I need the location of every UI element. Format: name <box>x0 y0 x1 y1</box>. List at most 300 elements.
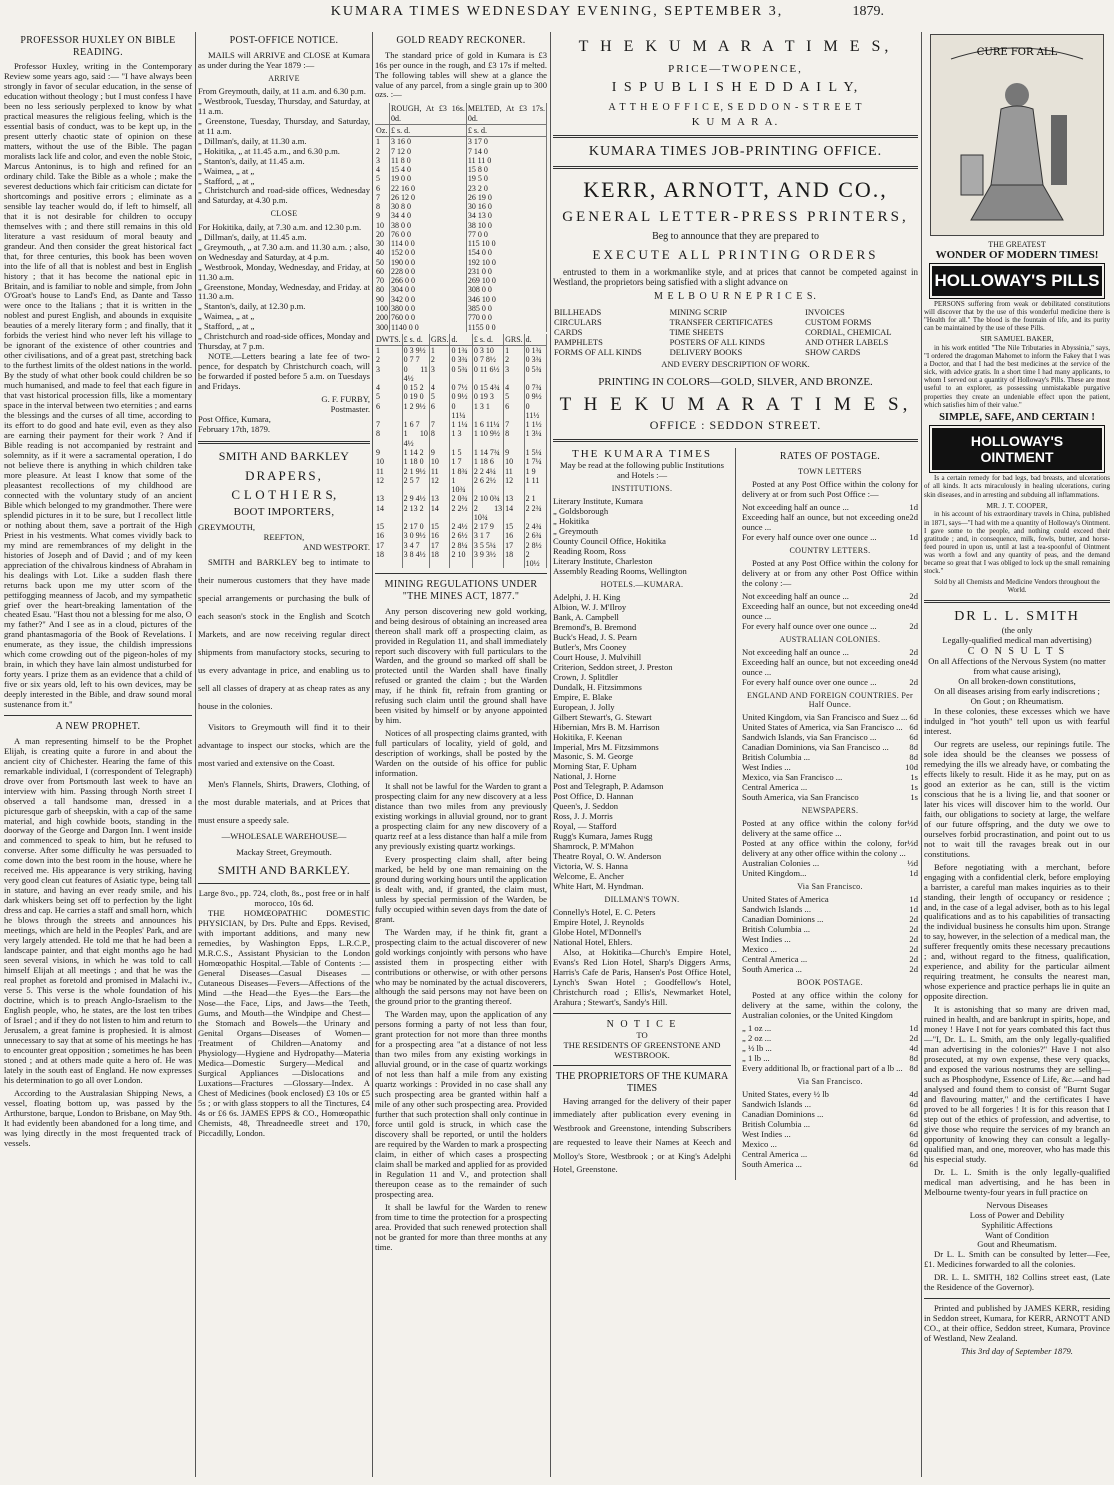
gold-cell: 2 13 10¾ <box>473 503 503 522</box>
rate-value: 6d <box>909 1159 918 1170</box>
rate-label: Australian Colonies ... <box>742 858 820 869</box>
kerr-text: entrusted to them in a workmanlike style, and at prices that cannot be competed against in Westland, the proprietors being satisfied with a slight advance on <box>553 266 918 288</box>
smithdr-cond: Want of Condition <box>985 1229 1049 1240</box>
prophet-title: A NEW PROPHET. <box>55 721 141 733</box>
gold-oz-row <box>375 147 547 156</box>
gold-cell: 1 5 <box>450 448 472 457</box>
gold-cell: 11 <box>504 467 525 476</box>
homeo-text: THE HOMŒOPATHIC DOMESTIC PHYSICIAN, by Drs. Pulte and Epps. Revised, with important additions, and many new remedies, by Washington Epps, L.R.C.P., M.R.C.S., Assistant Physician to the London Homœopathic Hospital.—Table of Contents :—General Diseases—Casual Diseases — Cutaneous Diseases—Fevers—Affections of the Mind —the Head—the Eyes—the Ears—the Nose—the Face, Lips, and Jaws—the Teeth, Gums, and Mouth—the Windpipe and Chest—the Stomach and Bowels—the Urinary and Genital Organs—Diseases of Women—Treatment of Children—Anatomy and Physiology—Hygiene and Hydropathy—Materia Medica—Domestic Surgery—Medical and Surgical Appliances —Dislocations and Luxations—Fractures —Glossary—Index. A Chest of Medicines (book enclosed) £3 10s or £5 5s ; or with glass stoppers to all the Tinctures, £4 4s or £6 6s. JAMES EPPS & CO., Homœopathic Chemists, 48, Threadneedle street and 170, Piccadilly, London. <box>198 908 370 1138</box>
gold-oz-row <box>375 276 547 285</box>
gold-cell: 3 0 9½ <box>402 531 429 540</box>
hotel-item: Theatre Royal, O. W. Anderson <box>553 851 662 862</box>
kt-title: T H E K U M A R A T I M E S, <box>578 38 893 55</box>
rate-label: Every additional lb, or fractional part of a lb ... <box>742 1063 903 1074</box>
gold-cell: 3 17 0 <box>466 137 546 147</box>
gold-cell: 70 <box>375 276 390 285</box>
kt-price: PRICE—TWOPENCE, <box>668 62 803 75</box>
gold-cell: 0 11¼ <box>450 402 472 421</box>
gold-cell: 1 1½ <box>524 420 546 429</box>
hotel-item: Empire Hotel, J. Reynolds <box>553 917 644 928</box>
inst-heading: INSTITUTIONS. <box>611 483 673 493</box>
aus-rates <box>742 648 918 688</box>
rate-label: Exceeding half an ounce, but not exceeding one ounce ... <box>742 656 910 677</box>
gold-cell: 77 0 0 <box>466 230 546 239</box>
hotel-item: Ross, J. J. Morris <box>553 811 613 822</box>
rate-value: 6d <box>909 732 918 743</box>
gold-cell: 34 13 0 <box>466 211 546 220</box>
close-item: „ Stafford, „ at „ <box>198 321 255 332</box>
gold-oz-row <box>375 230 547 239</box>
postoffice-title: POST-OFFICE NOTICE. <box>229 35 339 46</box>
gold-cell: 3 <box>504 365 525 384</box>
rate-value: 6d <box>909 1149 918 1160</box>
postage-block <box>742 448 918 1180</box>
mining-para: The Warden may, if he think fit, grant a prospecting claim to the actual discoverer of new gold workings conjointly with persons who have assisted them in prospecting either with contributions or otherwise, or with other persons who may be nominated by the actual discoverers, although the said persons may not have been on the ground prior to the granting thereof. <box>375 926 547 1007</box>
holloway-pills-text: PERSONS suffering from weak or debilitated constitutions will discover that by the use of this wonderful medicine there is "Health for all." The blood is the fountain of life, and its purity can be maintained by the use of these Pills. <box>924 299 1110 333</box>
arrive-item: „ Greenstone, Tuesday, Thursday, and Saturday, at 11 a.m. <box>198 115 370 136</box>
rate-label: For every half ounce over one ounce ... <box>742 531 877 542</box>
gold-cell: 19 0 0 <box>390 174 467 183</box>
gold-cell: 0 9½ <box>524 392 546 401</box>
arrive-item: From Greymouth, daily, at 11 a.m. and 6.30 p.m. <box>198 85 366 96</box>
rate-label: Not exceeding half an ounce ... <box>742 501 849 512</box>
close-item: „ Greenstone, Monday, Wednesday, and Friday. at 11.30 a.m. <box>198 281 370 302</box>
gold-cell: 1 <box>504 346 525 356</box>
rate-value: 1s <box>910 782 918 793</box>
smithdr-cond: Gout and Rheumatism. <box>977 1239 1057 1250</box>
inst-list <box>553 497 731 577</box>
col-label: £ s. d. <box>466 124 546 136</box>
mining-para: It shall be lawful for the Warden to renew from time to time the protection for a prospecting area. Provided that such renewed protection shall not be granted for more than three months at any time. <box>375 1201 547 1252</box>
hygeia-figure-icon <box>931 35 1103 233</box>
postoffice-intro: MAILS will ARRIVE and CLOSE at Kumara as under during the Year 1879 :— <box>198 49 370 70</box>
aus-heading: AUSTRALIAN COLONIES. <box>779 634 881 644</box>
hotel-item: Criterion, Seddon street, J. Preston <box>553 661 673 672</box>
kerr-item: BILLHEADS <box>554 307 602 318</box>
gold-cell: 15 8 0 <box>466 165 546 174</box>
rate-label: „ 1 oz ... <box>742 1023 772 1034</box>
kerr-item: FORMS OF ALL KINDS <box>554 346 642 357</box>
gold-cell: 2 4½ <box>450 522 472 531</box>
rate-label: Canadian Dominions ... <box>742 914 824 925</box>
rate-label: South America ... <box>742 1159 802 1170</box>
rate-row <box>742 658 918 678</box>
rate-label: Exceeding half an ounce, but not exceeding one ounce ... <box>742 511 910 532</box>
dwt-head: £ s. d. <box>402 334 429 346</box>
smithdr-cond: Loss of Power and Debility <box>969 1209 1065 1220</box>
rate-value: 8d <box>909 742 918 753</box>
gold-dwt-row <box>375 429 547 448</box>
imprint-date: This 3rd day of September 1879. <box>961 1346 1073 1357</box>
rate-label: United Kingdom, via San Francisco and Suez ... <box>742 712 908 723</box>
gold-oz-row <box>375 221 547 230</box>
gold-cell: 13 <box>375 494 402 503</box>
rate-label: Canadian Dominions ... <box>742 1109 824 1120</box>
gold-cell: 9 <box>375 448 402 457</box>
divider <box>553 135 918 138</box>
notice-text: Having arranged for the delivery of their paper immediately after publication every evening in Westbrook and Greenstone, intending Subscribers are requested to leave their Names at Keech and Molloy's Store, Westbrook ; or at King's Adelphi Hotel, Greenstone. <box>553 1095 731 1175</box>
gold-cell: 115 10 0 <box>466 239 546 248</box>
gold-cell: 90 <box>375 295 390 304</box>
rate-label: Posted at any office within the colony for delivery at the same office ... <box>742 818 908 839</box>
readat-block <box>553 448 736 1180</box>
gold-cell: 30 16 0 <box>466 202 546 211</box>
rate-label: For every half ounce over one ounce ... <box>742 676 877 687</box>
rate-label: South America, via San Francisco <box>742 792 859 803</box>
notice-head: THE PROPRIETORS OF THE KUMARA TIMES <box>555 1071 729 1095</box>
oz-col-head <box>375 103 390 124</box>
divider <box>924 1298 1110 1299</box>
rate-value: 2d <box>909 511 918 522</box>
smithdr-cond: Nervous Diseases <box>986 1199 1048 1210</box>
kerr-item: TIME SHEETS <box>669 326 724 337</box>
gold-cell: 17 <box>375 541 402 550</box>
gold-oz-row <box>375 248 547 257</box>
gold-cell: 0 3¾ <box>524 355 546 364</box>
gold-cell: 266 0 0 <box>390 276 467 285</box>
rate-label: Not exceeding half an ounce ... <box>742 646 849 657</box>
rate-label: Central America ... <box>742 954 808 965</box>
gold-cell: 2 <box>375 147 390 156</box>
gold-cell: 1 <box>375 137 390 147</box>
gold-cell: 5 <box>375 174 390 183</box>
gold-cell: 7 <box>375 193 390 202</box>
rate-value: 2d <box>909 954 918 965</box>
arrive-item: „ Christchurch and road-side offices, Wednesday and Saturday, at 4.30 p.m. <box>198 185 370 206</box>
readat-also: Also, at Hokitika—Church's Empire Hotel, Evans's Red Lion Hotel, Sharp's Diggers Arms, Harris's Cafe de Paris, Hansen's Post Office Hotel, Lynch's Swan Hotel ; Goodfellow's Hotel, Christchurch road ; Ellis's, Newmarket Hotel, Arahura ; Stewart's, Sandy's Hill. <box>553 947 731 1008</box>
rate-row <box>742 1064 918 1074</box>
rate-value: 8d <box>909 1053 918 1064</box>
gold-cell: 20 <box>375 230 390 239</box>
gold-cell: 3 1 7 <box>472 531 503 540</box>
gold-cell: 2 <box>504 355 525 364</box>
gold-cell: 3 9 3½ <box>472 550 503 569</box>
book-heading: BOOK POSTAGE. <box>797 978 863 988</box>
gold-cell: 12 <box>429 476 450 495</box>
smith-place: AND WESTPORT. <box>303 541 370 552</box>
gold-cell: 1 3 <box>450 429 472 448</box>
gold-cell: 5 <box>375 392 402 401</box>
kt-office: A T T H E O F F I C E, S E D D O N - S T R E E T <box>608 101 863 113</box>
gold-cell: 3 16 0 <box>390 137 467 147</box>
gold-cell: 2 5 7 <box>402 476 429 495</box>
smithdr-line: On all broken-down constitutions, <box>958 676 1076 687</box>
rough-head: ROUGH, At £3 16s. 0d. <box>391 104 465 123</box>
gold-cell: 2 <box>429 355 450 364</box>
gold-cell: 1 11 <box>524 476 546 495</box>
hotel-item: Adelphi, J. H. King <box>553 591 621 602</box>
kerr-prices: M E L B O U R N E P R I C E S. <box>654 290 817 302</box>
gold-cell: 2 6 2½ <box>472 476 503 495</box>
via-heading: Via San Francisco. <box>797 882 863 892</box>
divider <box>553 1065 731 1066</box>
kerr-execute: EXECUTE ALL PRINTING ORDERS <box>592 246 879 262</box>
rate-value: 8d <box>909 1063 918 1074</box>
gold-cell: 1 5¼ <box>524 448 546 457</box>
arrive-item: „ Stanton's, daily, at 11.45 a.m. <box>198 155 305 166</box>
holloway-greatest: THE GREATEST <box>988 240 1046 249</box>
dwt-head: d. <box>450 334 472 346</box>
rate-value: 6d <box>909 1119 918 1130</box>
close-heading: CLOSE <box>270 209 298 219</box>
gold-cell: 1 1¼ <box>450 420 472 429</box>
rate-value: 2d <box>909 924 918 935</box>
gold-cell: 1 <box>429 346 450 356</box>
rate-label: Exceeding half an ounce, but not exceeding one ounce ... <box>742 600 910 621</box>
gold-cell: 2 13 2 <box>402 504 429 523</box>
gold-cell: 380 0 0 <box>390 304 467 313</box>
gold-title: GOLD READY RECKONER. <box>396 35 526 46</box>
gold-cell: 14 <box>504 504 525 523</box>
arrive-item: „ Westbrook, Tuesday, Thursday, and Saturday, at 11 a.m. <box>198 95 370 116</box>
kerr-item: CORDIAL, CHEMICAL <box>805 326 892 337</box>
gold-cell: 2 9 4½ <box>402 494 429 503</box>
gold-cell: 3 <box>375 365 402 384</box>
hotel-item: National Hotel, Ehlers. <box>553 937 633 948</box>
rate-label: British Columbia ... <box>742 1119 811 1130</box>
gold-cell: 6 <box>429 402 450 421</box>
gold-dwt-row <box>375 531 547 540</box>
gold-oz-row <box>375 165 547 174</box>
gold-cell: 80 <box>375 285 390 294</box>
smithdr-cond: Syphilitic Affections <box>981 1219 1053 1230</box>
dwt-head: d. <box>524 334 546 346</box>
hotel-item: Connelly's Hotel, E. C. Peters <box>553 907 656 918</box>
holloway-banner: CURE FOR ALL <box>976 47 1058 58</box>
gold-cell: 1 8¾ <box>450 467 472 476</box>
mining-para: The Warden may, upon the application of any persons forming a party of not less than four, grant protection for not more than three months for a prospecting area "at a distance of not less than two miles from any existing workings in alluvial ground, or in the case of quartz workings of not less than half a mile from any existing quartz workings : Provided in no case shall any such prospecting area be granted within half a mile of any other such prospecting area. Provided further that such protection shall only continue in force until gold is struck, in which case the discovery shall be reported, or until the holders are required by the Warden to mark a prospecting claim, in either of which cases a prospecting claim shall be marked and applied for as provided in Regulation 11 and V., and protection shall thereupon cease as to the remainder of such prospecting area. <box>375 1009 547 1199</box>
gold-oz-row <box>375 174 547 183</box>
smith-address: Mackay Street, Greymouth. <box>236 847 332 858</box>
gold-cell: 16 <box>429 531 450 540</box>
close-item: „ Westbrook, Monday, Wednesday, and Friday, at 11.30 a.m. <box>198 261 370 282</box>
gold-cell: 26 19 0 <box>466 193 546 202</box>
gold-cell: 4 <box>375 165 390 174</box>
gold-cell: 0 7 8½ <box>472 355 503 364</box>
dwt-head: GRS. <box>505 334 523 344</box>
rate-value: 2d <box>909 1033 918 1044</box>
prophet-para: A man representing himself to be the Prophet Elijah, is creating quite a furore in and about the ancient city of Chichester. Hearing the fame of this remarkable individual, I (correspondent of Telegraph) drove over from Portsmouth last week to have an interview with him. Passing through North street I observed a tall handsome man, dressed in a picturesque garb of sheepskin, with a cap of the same material, and high cowhide boots, standing in the doorway of the George and Dargon Inn. I went inside and commenced to speak to him, but he refused to converse. After some difficulty he was persuaded to come down into the best room in the house, where he received me. His appearance is very striking, having very good clean cut features of Asiatic type, being tall in stature, and having an ever ready smile, and his dark whiskers being set off to perfection by the light dress and cap. He carries a staff and small horn, which he blows through the streets and announces his meetings, which are held in the Peoples' Park, and are very largely attended. He told me that he had been a landscape painter, and that eight months ago he had seen several visions, in which he was told to call himself Elijah at all meetings ; and that he was the real prophet as foretold and promised in Malachi iv., verse 5. This verse is the whole foundation of his doctrine, which is to preach Anglo-Israelism to the English people, who, he states, are the lost ten tribes of Israel ; and if they do not listen to him and return to Jerusalem, a great famine is prophesied. It is almost unnecessary to say that at some of his meetings he has to encounter great opposition ; sometimes he has been stoned ; and at others made quite a hero of. He was lately in the south east of England. He now expresses his determination to go all over London. <box>4 735 192 1085</box>
rate-value: 1s <box>910 792 918 803</box>
rate-row <box>742 965 918 975</box>
postoffice-date: February 17th, 1879. <box>198 424 271 435</box>
gold-oz-row <box>375 137 547 147</box>
gold-cell: 12 <box>375 476 402 495</box>
rate-value: ½d <box>907 838 918 849</box>
gold-dwt-row <box>375 476 547 495</box>
news-rates <box>742 859 918 879</box>
smith-warehouse: —WHOLESALE WAREHOUSE— <box>221 831 347 842</box>
divider <box>553 166 918 169</box>
gold-cell: 0 11½ <box>524 402 546 421</box>
postage-title: RATES OF POSTAGE. <box>779 451 881 462</box>
divider <box>198 883 370 884</box>
gold-cell: 16 <box>375 531 402 540</box>
smithdr-para: Our regrets are useless, our repinings futile. The sole idea should be the cleanses we possess of remedying the ills we already have, or combating the effects likely to result. Hide it as he may, put on as good an exterior as he can, still is the victim conscious that he is a living lie, and that sooner or later his vices will discover him to the world. Our faith, our obligations to society at large, the welfare of our future offspring, and the duty we owe to ourselves forbid procrastination, and point out to us not to wait till the ravages break out in our constitutions. <box>924 739 1110 859</box>
smithdr-address: DR. L. L. SMITH, 182 Collins street east, (Late the Residence of the Governor). <box>924 1272 1110 1293</box>
rate-label: Central America ... <box>742 1149 808 1160</box>
smith-para: Visitors to Greymouth will find it to their advantage to inspect our stocks, which are the most varied and extensive on the Coast. <box>198 722 370 769</box>
gold-oz-row <box>375 258 547 267</box>
kerr-item: AND OTHER LABELS <box>805 336 889 347</box>
smithdr-consults: C O N S U L T S <box>967 645 1067 657</box>
divider <box>375 573 547 574</box>
hotel-item: Gilbert Stewart's, G. Stewart <box>553 711 652 722</box>
gold-cell: 269 10 0 <box>466 276 546 285</box>
holloway-engraving <box>930 34 1104 236</box>
rate-label: British Columbia ... <box>742 752 811 763</box>
smith-para: Men's Flannels, Shirts, Drawers, Clothing, of the most durable materials, and at Prices that must ensure a speedy sale. <box>198 779 370 826</box>
hotel-item: Crown, J. Splitdler <box>553 671 618 682</box>
gold-cell: 2 6½ <box>450 531 472 540</box>
hotel-item: Morning Star, F. Upham <box>553 761 637 772</box>
gold-cell: 16 <box>504 531 525 540</box>
column-divider <box>921 32 922 1477</box>
kerr-item: PAMPHLETS <box>554 336 603 347</box>
column-divider <box>550 32 551 1477</box>
rate-value: 4d <box>909 1043 918 1054</box>
gold-cell: 342 0 0 <box>390 295 467 304</box>
gold-cell: 30 8 0 <box>390 202 467 211</box>
holloway-simple: SIMPLE, SAFE, AND CERTAIN ! <box>939 411 1095 423</box>
institution-item: Literary Institute, Charleston <box>553 555 653 566</box>
gold-cell: 0 1¾ <box>450 346 472 356</box>
rate-value: 6d <box>909 1139 918 1150</box>
holloway-baker: SIR SAMUEL BAKER, <box>980 334 1054 344</box>
gold-cell: 8 <box>375 202 390 211</box>
gold-cell: 7 <box>375 420 402 429</box>
gold-cell: 3 <box>429 365 450 384</box>
institution-item: Assembly Reading Rooms, Wellington <box>553 565 687 576</box>
gold-cell: 18 <box>504 550 525 569</box>
gold-cell: 346 10 0 <box>466 295 546 304</box>
gold-cell: 34 4 0 <box>390 211 467 220</box>
gold-cell: 14 <box>429 504 450 523</box>
gold-cell: 770 0 0 <box>466 313 546 322</box>
rate-value: 1d <box>909 894 918 905</box>
holloway-cooper-text: in his account of his extraordinary travels in China, published in 1871, says—"I had with me a quantity of Holloway's Ointment. I gave some to the people, and nothing could exceed their gratitude ; and, in consequence, milk, fowls, butter, and horse-feed poured in upon us, until at last a tea-spoonful of Ointment was worth a fowl and any quantity of peas, and the demand became so great that I was obliged to lock up the small remaining stock." <box>924 510 1110 576</box>
rate-row <box>742 1160 918 1170</box>
news-heading: NEWSPAPERS. <box>801 806 859 816</box>
hotel-item: Imperial, Mrs M. Fitzsimmons <box>553 741 659 752</box>
close-item: „ Christchurch and road-side offices, Monday and Thursday, at 7 p.m. <box>198 331 370 352</box>
gold-dwt-row <box>375 494 547 503</box>
rate-value: 4d <box>909 656 918 667</box>
gold-cell: 100 <box>376 304 388 314</box>
gold-cell: 11 <box>375 467 402 476</box>
gold-cell: 0 1¾ <box>524 346 546 356</box>
rate-label: United Kingdom... <box>742 868 807 879</box>
smithdr-para: Dr. L. L. Smith is the only legally-qualified medical man advertising, and he has been in Melbourne twenty-four years in full practice on <box>924 1166 1110 1197</box>
hotel-item: Masonic, S. M. George <box>553 751 634 762</box>
gold-cell: 1 9 <box>524 467 546 476</box>
postoffice-place: Post Office, Kumara, <box>198 414 271 425</box>
gold-cell: 15 <box>429 522 450 531</box>
gold-cell: 1 7 <box>450 457 472 466</box>
institution-item: County Council Office, Hokitika <box>553 535 666 546</box>
holloway-oint-text: Is a certain remedy for bad legs, bad breasts, and ulcerations of all kinds. It acts miraculously in healing ulcerations, curing skin diseases, and in arresting and subduing all inflammations. <box>924 474 1110 499</box>
gold-cell: 23 2 0 <box>466 184 546 193</box>
gold-cell: 2 10 <box>450 550 472 569</box>
gold-cell: 10 <box>504 457 525 466</box>
rate-value: 1d <box>909 904 918 915</box>
gold-intro: The standard price of gold in Kumara is £3 16s per ounce in the rough, and £3 17s if melted. The following tables will shew at a glance the value of any parcel, from a single grain up to 300 ozs. :— <box>375 49 547 100</box>
rate-label: Mexico ... <box>742 944 777 955</box>
gold-cell: 15 <box>504 522 525 531</box>
gold-cell: 13 <box>429 494 450 503</box>
rate-label: South America ... <box>742 964 802 975</box>
hotel-item: European, J. Jolly <box>553 701 615 712</box>
smith-clothiers: C L O T H I E R S, <box>231 487 337 503</box>
gold-cell: 0 3 9½ <box>402 346 429 356</box>
rate-label: United States of America <box>742 894 829 905</box>
gold-cell: 26 12 0 <box>390 193 467 202</box>
gold-cell: 2 4¾ <box>524 522 546 531</box>
column-divider <box>372 32 373 1477</box>
hotel-item: Court House, J. Mulvihill <box>553 651 642 662</box>
gold-cell: 1 14 7¾ <box>472 448 503 457</box>
gold-oz-table <box>375 103 547 331</box>
holloway-pills: HOLLOWAY'S PILLS <box>932 266 1102 296</box>
smith-para: SMITH and BARKLEY beg to intimate to their numerous customers that they have made special arrangements or purchasing the bulk of each season's stock in the English and Scotch Markets, and are now receiving regular direct shipments from manufactory stocks, securing to us every advantage in price, and enabling us to sell all classes of drapery at as cheap rates as any house in the colonies. <box>198 556 370 712</box>
smith-place: GREYMOUTH, <box>198 521 256 532</box>
gold-cell: 18 <box>375 550 402 569</box>
holloway-sold: Sold by all Chemists and Medicine Vendors throughout the World. <box>934 578 1100 595</box>
gold-cell: 2 <box>375 355 402 364</box>
gold-cell: 2 2¾ <box>524 504 546 523</box>
gold-cell: 114 0 0 <box>390 239 467 248</box>
rate-label: United States, every ½ lb <box>742 1089 829 1100</box>
gold-oz-row <box>375 304 547 313</box>
kerr-item: DELIVERY BOOKS <box>669 346 743 357</box>
gold-cell: 1 2 9½ <box>402 402 429 421</box>
gold-dwt-row <box>375 383 547 392</box>
rate-value: 6d <box>909 722 918 733</box>
gold-cell: 17 <box>504 541 525 550</box>
rate-value: 6d <box>909 1109 918 1120</box>
gold-cell: 2 0¾ <box>450 494 472 503</box>
dill-list <box>553 908 731 948</box>
rate-value: 1d <box>909 1023 918 1034</box>
gold-cell: 0 5¾ <box>450 365 472 384</box>
rate-value: 8d <box>909 752 918 763</box>
rate-label: West Indies ... <box>742 762 791 773</box>
eng-rates <box>742 713 918 803</box>
rate-row <box>742 678 918 688</box>
column-1 <box>4 32 192 1477</box>
country-intro: Posted at any Post Office within the colony for delivery at or from any other Post Office within the colony :— <box>742 557 918 588</box>
hotel-item: Bremond's, B. Bremond <box>553 621 637 632</box>
hotel-item: Shamrock, P. M'Mahon <box>553 841 634 852</box>
gold-cell: 1140 0 0 <box>390 323 467 332</box>
bottom-split <box>553 448 918 1180</box>
rate-label: Not exceeding half an ounce ... <box>742 590 849 601</box>
rate-row <box>742 513 918 533</box>
gold-dwt-row <box>375 355 547 364</box>
gold-cell: 0 7½ <box>450 383 472 392</box>
dill-heading: DILLMAN'S TOWN. <box>604 895 680 905</box>
gold-cell: 200 <box>376 313 388 323</box>
gold-cell: 0 3¾ <box>450 355 472 364</box>
column-3 <box>375 32 547 1477</box>
rate-label: Sandwich Islands ... <box>742 1099 811 1110</box>
gold-cell: 3 <box>375 156 390 165</box>
smith-title: SMITH AND BARKLEY <box>218 449 350 464</box>
via2-rates <box>742 1090 918 1170</box>
rate-value: 2d <box>909 676 918 687</box>
gold-cell: 10 <box>429 457 450 466</box>
smithdr-sub1: (the only <box>1001 624 1033 635</box>
